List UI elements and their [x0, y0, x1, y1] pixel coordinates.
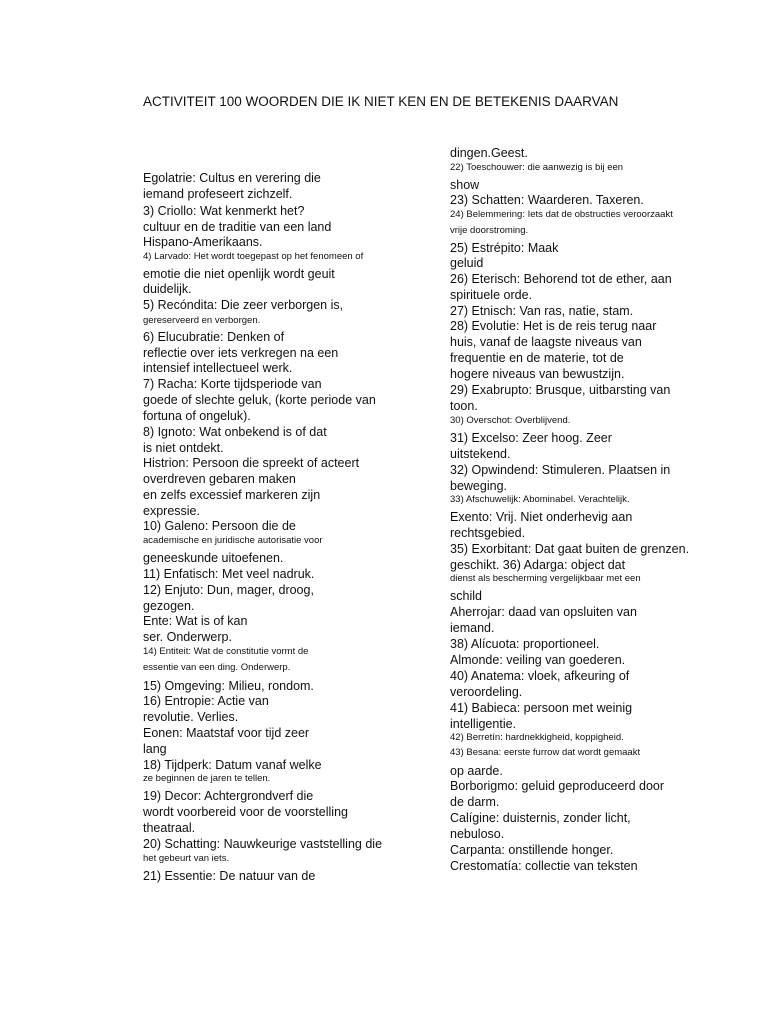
text-line: dienst als bescherming vergelijkbaar met een [450, 573, 641, 584]
text-line: Egolatrie: Cultus en verering die [143, 171, 321, 185]
text-line: theatraal. [143, 821, 196, 835]
text-line: revolutie. Verlies. [143, 710, 239, 724]
text-line: 41) Babieca: persoon met weinig [450, 701, 633, 715]
text-line: toon. [450, 399, 478, 413]
text-line: expressie. [143, 504, 200, 518]
text-line: 18) Tijdperk: Datum vanaf welke [143, 758, 322, 772]
text-line: 6) Elucubratie: Denken of [143, 330, 285, 344]
text-line: 30) Overschot: Overblijvend. [450, 415, 571, 426]
text-line: overdreven gebaren maken [143, 472, 296, 486]
text-line: veroordeling. [450, 685, 523, 699]
text-line: 35) Exorbitant: Dat gaat buiten de grenzen. [450, 542, 690, 556]
text-line: 19) Decor: Achtergrondverf die [143, 789, 314, 803]
text-line: huis, vanaf de laagste niveaus van [450, 335, 642, 349]
text-line: iemand profeseert zichzelf. [143, 187, 293, 201]
text-line: 40) Anatema: vloek, afkeuring of [450, 669, 630, 683]
text-line: 27) Etnisch: Van ras, natie, stam. [450, 304, 634, 318]
text-line: 31) Excelso: Zeer hoog. Zeer [450, 431, 612, 445]
text-line: 4) Larvado: Het wordt toegepast op het fenomeen of [143, 251, 364, 262]
text-line: Hispano-Amerikaans. [143, 235, 263, 249]
text-line: geluid [450, 256, 484, 270]
text-line: geneeskunde uitoefenen. [143, 551, 284, 565]
text-line: Histrion: Persoon die spreekt of acteert [143, 456, 360, 470]
text-line: en zelfs excessief markeren zijn [143, 488, 321, 502]
text-line: fortuna of ongeluk). [143, 409, 251, 423]
text-line: ser. Onderwerp. [143, 630, 232, 644]
text-line: Crestomatía: collectie van teksten [450, 859, 638, 873]
text-line: 32) Opwindend: Stimuleren. Plaatsen in [450, 463, 671, 477]
text-line: Borborigmo: geluid geproduceerd door [450, 779, 665, 793]
text-line: 20) Schatting: Nauwkeurige vaststelling die [143, 837, 383, 851]
text-line: schild [450, 589, 482, 603]
text-line: emotie die niet openlijk wordt geuit [143, 267, 335, 281]
text-line: Calígine: duisternis, zonder licht, [450, 811, 631, 825]
text-line: ze beginnen de jaren te tellen. [143, 773, 271, 784]
text-line: 16) Entropie: Actie van [143, 694, 269, 708]
text-line: iemand. [450, 621, 495, 635]
text-line: rechtsgebied. [450, 526, 526, 540]
text-line: academische en juridische autorisatie voor [143, 535, 323, 546]
text-line: goede of slechte geluk, (korte periode van [143, 393, 376, 407]
text-line: hogere niveaus van bewustzijn. [450, 367, 625, 381]
text-line: nebuloso. [450, 827, 505, 841]
text-line: 33) Afschuwelijk: Abominabel. Verachtelijk. [450, 494, 630, 505]
text-line: 12) Enjuto: Dun, mager, droog, [143, 583, 314, 597]
text-line: 38) Alícuota: proportioneel. [450, 637, 600, 651]
text-line: Almonde: veiling van goederen. [450, 653, 626, 667]
text-line: 23) Schatten: Waarderen. Taxeren. [450, 193, 644, 207]
text-line: essentie van een ding. Onderwerp. [143, 662, 291, 673]
text-line: 43) Besana: eerste furrow dat wordt gemaakt [450, 747, 641, 758]
text-line: 8) Ignoto: Wat onbekend is of dat [143, 425, 327, 439]
text-line: 28) Evolutie: Het is de reis terug naar [450, 319, 657, 333]
text-line: 42) Berretín: hardnekkigheid, koppigheid. [450, 732, 624, 743]
text-line: 7) Racha: Korte tijdsperiode van [143, 377, 322, 391]
text-line: Aherrojar: daad van opsluiten van [450, 605, 637, 619]
text-line: gereserveerd en verborgen. [143, 315, 261, 326]
text-line: duidelijk. [143, 282, 192, 296]
text-line: Ente: Wat is of kan [143, 614, 248, 628]
text-line: 10) Galeno: Persoon die de [143, 519, 296, 533]
text-line: 15) Omgeving: Milieu, rondom. [143, 679, 314, 693]
text-line: vrije doorstroming. [450, 225, 529, 236]
text-line: 5) Recóndita: Die zeer verborgen is, [143, 298, 344, 312]
text-line: 26) Eterisch: Behorend tot de ether, aan [450, 272, 672, 286]
text-line: 25) Estrépito: Maak [450, 241, 559, 255]
text-line: wordt voorbereid voor de voorstelling [143, 805, 348, 819]
text-line: lang [143, 742, 167, 756]
text-line: het gebeurt van iets. [143, 853, 230, 864]
text-line: Carpanta: onstillende honger. [450, 843, 614, 857]
text-line: 11) Enfatisch: Met veel nadruk. [143, 567, 315, 581]
text-line: op aarde. [450, 764, 503, 778]
page-title: ACTIVITEIT 100 WOORDEN DIE IK NIET KEN EN DE BETEKENIS DAARVAN [143, 94, 619, 109]
text-line: frequentie en de materie, tot de [450, 351, 624, 365]
text-line: 14) Entiteit: Wat de constitutie vormt de [143, 646, 309, 657]
text-line: cultuur en de traditie van een land [143, 220, 332, 234]
text-line: dingen.Geest. [450, 146, 528, 160]
text-line: spirituele orde. [450, 288, 532, 302]
text-line: 22) Toeschouwer: die aanwezig is bij een [450, 162, 624, 173]
text-line: uitstekend. [450, 447, 511, 461]
text-line: 21) Essentie: De natuur van de [143, 869, 316, 883]
text-line: show [450, 178, 480, 192]
text-line: intelligentie. [450, 717, 517, 731]
text-line: geschikt. 36) Adarga: object dat [450, 558, 626, 572]
text-line: 29) Exabrupto: Brusque, uitbarsting van [450, 383, 671, 397]
text-line: beweging. [450, 479, 507, 493]
text-line: Exento: Vrij. Niet onderhevig aan [450, 510, 633, 524]
text-line: is niet ontdekt. [143, 441, 224, 455]
text-line: 24) Belemmering: Iets dat de obstructies veroorzaakt [450, 209, 673, 220]
text-line: reflectie over iets verkregen na een [143, 346, 339, 360]
text-line: 3) Criollo: Wat kenmerkt het? [143, 204, 305, 218]
text-line: intensief intellectueel werk. [143, 361, 293, 375]
text-line: gezogen. [143, 599, 195, 613]
text-line: Eonen: Maatstaf voor tijd zeer [143, 726, 310, 740]
text-line: de darm. [450, 795, 500, 809]
